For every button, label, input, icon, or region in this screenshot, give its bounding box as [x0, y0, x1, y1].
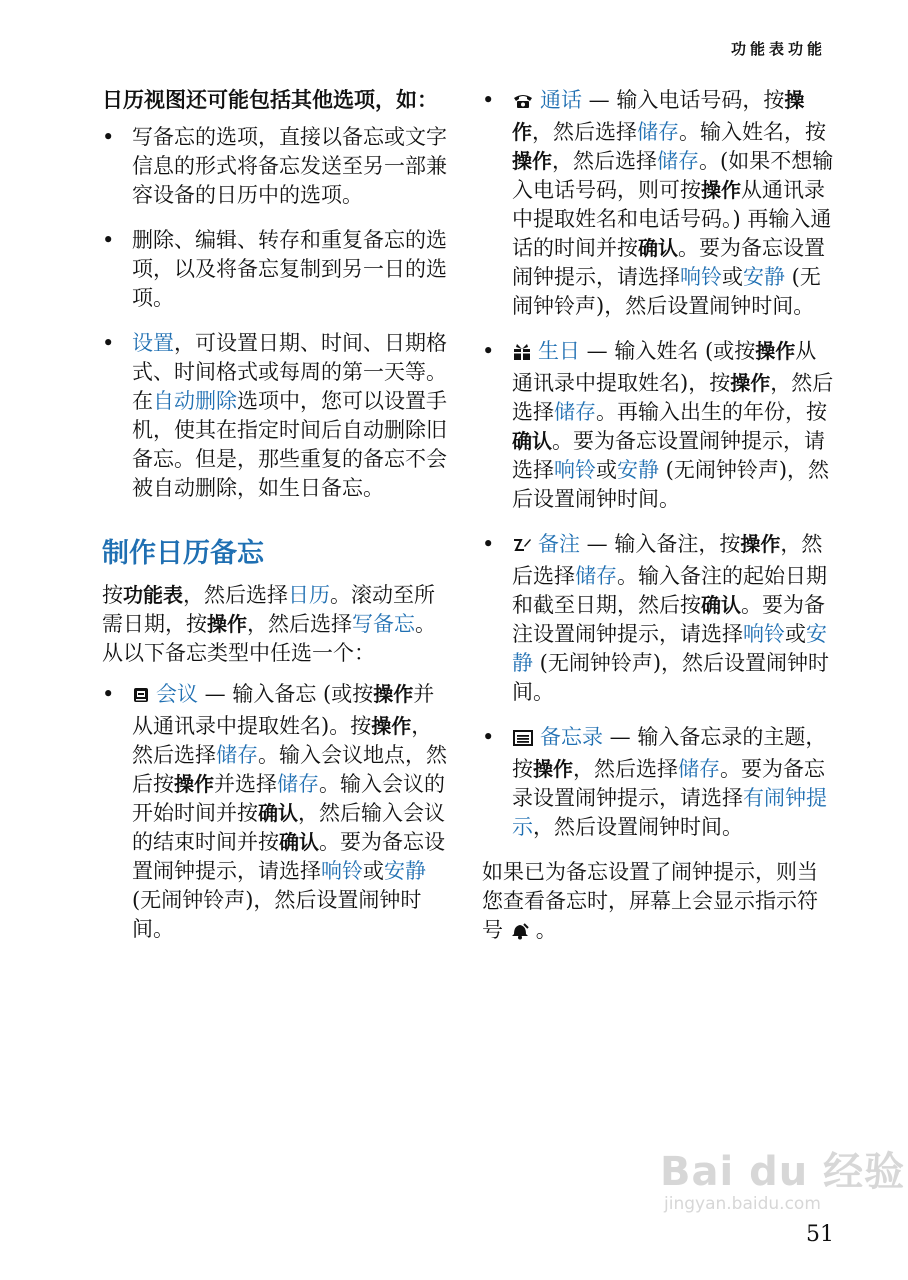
- bullet-icon: •: [102, 682, 115, 706]
- bullet-icon: •: [102, 331, 115, 355]
- option-text: ，可设置日期、时间、日期格式、时间格式或每周的第一天等。在: [132, 331, 447, 413]
- save-link: 储存: [657, 149, 699, 173]
- save-link: 储存: [678, 757, 720, 781]
- birthday-label: 生日: [538, 339, 580, 363]
- meeting-label: 会议: [156, 682, 198, 706]
- memo-label: 备忘录: [540, 725, 603, 749]
- write-note-link: 写备忘: [352, 612, 415, 636]
- note-types-list-continued: [482, 86, 834, 842]
- list-item-meeting: • 会议 — 输入备忘 (或按操作并从通讯录中提取姓名)。按操作，然后选择储存。输入会议地点，然后按操作并选择储存。输入会议的开始时间并按确认，然后输入会议的结束时间并按确认。要为备忘设置闹钟提示，请选择响铃或安静 (无闹钟铃声)，然后设置闹钟时间。: [102, 682, 447, 941]
- left-column: [102, 86, 452, 960]
- note-types-list: [102, 680, 452, 944]
- bullet-icon: •: [482, 725, 495, 749]
- bullet-icon: •: [482, 339, 495, 363]
- settings-link: 设置: [132, 331, 174, 355]
- options-key-term: 操作: [207, 612, 247, 636]
- baidu-watermark: [660, 1150, 905, 1214]
- list-item: [102, 329, 452, 503]
- list-item-birthday: • 生日 — 输入姓名 (或按操作从通讯录中提取姓名)，按操作，然后选择储存。再输入出生的年份，按确认。要为备忘设置闹钟提示，请选择响铃或安静 (无闹钟铃声)，然后设置闹钟时间。: [482, 339, 834, 511]
- pen-note-icon: [512, 533, 532, 562]
- option-text: 选项中，您可以设置手机，使其在指定时间后自动删除旧备忘。但是，那些重复的备忘不会被自动删除，如生日备忘。: [132, 389, 447, 500]
- save-link: 储存: [554, 400, 596, 424]
- silent-link: 安静: [743, 265, 785, 289]
- save-link: 储存: [637, 120, 679, 144]
- note-label: 备注: [538, 532, 580, 556]
- silent-link: 安静: [512, 622, 827, 675]
- phone-icon: [512, 89, 534, 118]
- list-item-note: • 备注 — 输入备注，按操作，然后选择储存。输入备注的起始日期和截至日期，然后按确认。要为备注设置闹钟提示，请选择响铃或安静 (无闹钟铃声)，然后设置闹钟时间。: [482, 532, 830, 704]
- page-number: 51: [806, 1222, 834, 1247]
- list-item: [102, 123, 452, 210]
- save-link: 储存: [277, 772, 319, 796]
- silent-link: 安静: [384, 859, 426, 883]
- auto-delete-link: 自动删除: [153, 389, 237, 413]
- option-text: 写备忘的选项，直接以备忘或文字信息的形式将备忘发送至另一部兼容设备的日历中的选项。: [132, 125, 447, 207]
- alarm-indicator-paragraph: 如果已为备忘设置了闹钟提示，则当您查看备忘时，屏幕上会显示指示符号 。: [482, 858, 834, 948]
- calendar-options-intro: 日历视图还可能包括其他选项，如：: [102, 88, 438, 112]
- running-header: 功能表功能: [730, 40, 826, 58]
- alarm-reminder-link: 有闹钟提示: [512, 786, 827, 839]
- gift-icon: [512, 340, 532, 369]
- bullet-icon: •: [482, 88, 495, 112]
- silent-link: 安静: [617, 458, 659, 482]
- ring-link: 响铃: [321, 859, 363, 883]
- calendar-options-list: [102, 123, 452, 503]
- memo-list-icon: [512, 726, 534, 755]
- save-link: 储存: [216, 743, 258, 767]
- ring-link: 响铃: [680, 265, 722, 289]
- ring-link: 响铃: [743, 622, 785, 646]
- list-item-call: • 通话 — 输入电话号码，按操作，然后选择储存。输入姓名，按操作，然后选择储存。(如果不想输入电话号码，则可按操作从通讯录中提取姓名和电话号码。) 再输入通话的时间并按确认。要为备忘设置闹钟提示，请选择响铃或安静 (无闹钟铃声)，然后设置闹钟时间。: [482, 88, 834, 318]
- call-label: 通话: [540, 88, 582, 112]
- instructions-paragraph: 按功能表，然后选择日历。滚动至所需日期，按操作，然后选择写备忘。从以下备忘类型中任选一个：: [102, 583, 436, 665]
- bullet-icon: •: [482, 532, 495, 556]
- alarm-indicator-icon: [510, 919, 530, 948]
- save-link: 储存: [575, 564, 617, 588]
- bullet-icon: •: [102, 228, 115, 252]
- right-column: [482, 86, 834, 948]
- menu-key-term: 功能表: [123, 583, 183, 607]
- section-heading: 制作日历备忘: [102, 538, 264, 569]
- meeting-icon: [132, 683, 150, 712]
- list-item: [102, 226, 452, 313]
- list-item-memo: • 备忘录 — 输入备忘录的主题，按操作，然后选择储存。要为备忘录设置闹钟提示，请选择有闹钟提示，然后设置闹钟时间。: [482, 725, 827, 839]
- watermark-url: jingyan.baidu.com: [664, 1194, 821, 1214]
- bullet-icon: •: [102, 125, 115, 149]
- ring-link: 响铃: [554, 458, 596, 482]
- option-text: 删除、编辑、转存和重复备忘的选项，以及将备忘复制到另一日的选项。: [132, 228, 447, 310]
- calendar-link: 日历: [288, 583, 330, 607]
- watermark-brand: Bai du 经验: [660, 1149, 906, 1195]
